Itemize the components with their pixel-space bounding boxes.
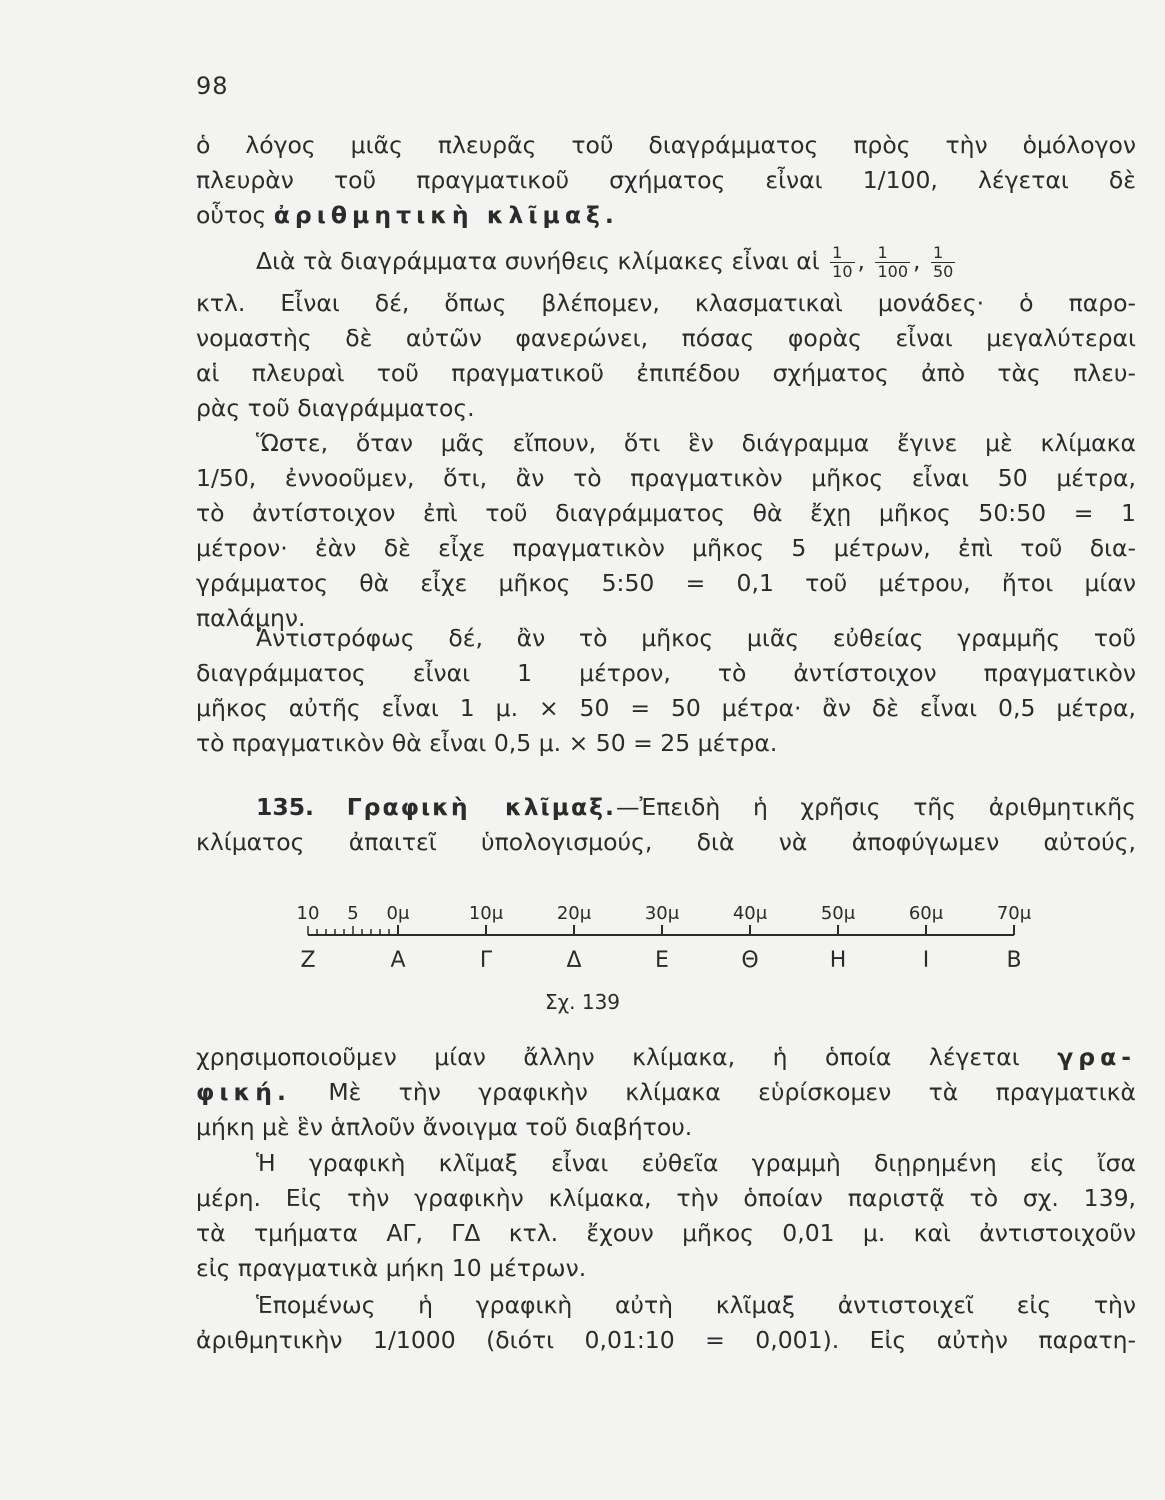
fraction-numerator: 1 — [830, 244, 854, 263]
text-span: οὗτος — [196, 201, 267, 229]
scale-top-label: 30μ — [644, 903, 680, 924]
scale-top-label: 20μ — [556, 903, 592, 924]
scale-top-label: 10 — [296, 903, 320, 924]
scale-point-label: Ε — [655, 948, 669, 973]
text-line: μέτρον· ἐὰν δὲ εἶχε πραγματικὸν μῆκος 5 μέτρων, ἐπὶ τοῦ δια- — [196, 534, 1136, 562]
fraction — [875, 244, 910, 281]
text-line — [196, 1075, 1136, 1110]
text-line: αἱ πλευραὶ τοῦ πραγματικοῦ ἐπιπέδου σχήματος ἀπὸ τὰς πλευ- — [196, 359, 1136, 387]
paragraph-5 — [196, 1040, 1136, 1145]
fraction-numerator: 1 — [875, 244, 910, 263]
text-span: —Ἐπειδὴ ἡ χρῆσις τῆς ἀριθμητικῆς — [615, 793, 1136, 821]
fraction-separator: , — [857, 247, 865, 275]
scale-top-label: 60μ — [908, 903, 944, 924]
text-line: κτλ. Εἶναι δέ, ὅπως βλέπομεν, κλασματικαὶ μονάδες· ὁ παρο- — [196, 289, 1136, 317]
text-line: ρὰς τοῦ διαγράμματος. — [196, 394, 475, 422]
paragraph-2 — [196, 236, 1136, 426]
fraction — [931, 244, 955, 281]
paragraph-4 — [196, 621, 1136, 761]
text-line: 1/50, ἐννοοῦμεν, ὅτι, ἂν τὸ πραγματικὸν μῆκος εἶναι 50 μέτρα, — [196, 464, 1136, 492]
scale-top-label: 50μ — [820, 903, 856, 924]
section-135 — [196, 790, 1136, 860]
text-line: Ἀντιστρόφως δέ, ἂν τὸ μῆκος μιᾶς εὐθείας γραμμῆς τοῦ — [256, 624, 1136, 652]
text-span: Μὲ τὴν γραφικὴν κλίμακα εὑρίσκομεν τὰ πραγματικὰ — [328, 1078, 1136, 1106]
scale-point-label: Ζ — [300, 948, 316, 973]
text-line: κλίματος ἀπαιτεῖ ὑπολογισμούς, διὰ νὰ ἀποφύγωμεν αὐτούς, — [196, 828, 1136, 856]
scale-point-label: Α — [390, 948, 406, 973]
scale-point-label: Β — [1006, 948, 1022, 973]
text-line: Ἑπομένως ἡ γραφικὴ αὐτὴ κλῖμαξ ἀντιστοιχεῖ εἰς τὴν — [256, 1291, 1136, 1319]
paragraph-1 — [196, 128, 1136, 233]
section-number: 135. — [256, 793, 314, 821]
fraction — [830, 244, 854, 281]
text-line — [196, 198, 1136, 233]
figure-caption: Σχ. 139 — [544, 990, 621, 1014]
text-line: τὸ πραγματικὸν θὰ εἶναι 0,5 μ. × 50 = 25 μέτρα. — [196, 729, 778, 757]
text-line — [196, 1040, 1136, 1075]
scale-top-label: 40μ — [732, 903, 768, 924]
text-line — [196, 236, 1136, 286]
fraction-numerator: 1 — [931, 244, 955, 263]
scale-point-label: Δ — [566, 948, 582, 973]
text-span: Διὰ τὰ διαγράμματα συνήθεις κλίμακες εἶναι αἱ — [256, 247, 820, 275]
text-line: διαγράμματος εἶναι 1 μέτρον, τὸ ἀντίστοιχον πραγματικὸν — [196, 659, 1136, 687]
section-heading-line — [196, 790, 1136, 825]
text-span: χρησιμοποιοῦμεν μίαν ἄλλην κλίμακα, ἡ ὁποία λέγεται — [196, 1043, 1020, 1071]
term-graphic-cont: φική. — [196, 1078, 291, 1106]
text-line: Ὥστε, ὅταν μᾶς εἴπουν, ὅτι ἓν διάγραμμα ἔγινε μὲ κλίμακα — [256, 429, 1136, 457]
paragraph-7 — [196, 1288, 1136, 1358]
text-line: τὸ ἀντίστοιχον ἐπὶ τοῦ διαγράμματος θὰ ἔχῃ μῆκος 50:50 = 1 — [196, 499, 1136, 527]
text-line: Ἡ γραφικὴ κλῖμαξ εἶναι εὐθεῖα γραμμὴ διῃρημένη εἰς ἴσα — [256, 1149, 1136, 1177]
page-number: 98 — [196, 72, 229, 100]
text-line: εἰς πραγματικὰ μήκη 10 μέτρων. — [196, 1254, 587, 1282]
fraction-denominator: 50 — [932, 262, 954, 281]
text-line: μέρη. Εἰς τὴν γραφικὴν κλίμακα, τὴν ὁποίαν παριστᾷ τὸ σχ. 139, — [196, 1184, 1136, 1212]
text-line: ὁ λόγος μιᾶς πλευρᾶς τοῦ διαγράμματος πρὸς τὴν ὁμόλογον — [196, 131, 1136, 159]
scale-top-label: 5 — [347, 903, 359, 924]
text-line: πλευρὰν τοῦ πραγματικοῦ σχήματος εἶναι 1/100, λέγεται δὲ — [196, 166, 1136, 194]
text-line: ἀριθμητικὴν 1/1000 (διότι 0,01:10 = 0,001). Εἰς αὐτὴν παρατη- — [196, 1326, 1136, 1354]
fraction-separator: , — [913, 247, 921, 275]
scale-point-label: Γ — [479, 948, 493, 973]
text-line: γράμματος θὰ εἶχε μῆκος 5:50 = 0,1 τοῦ μέτρου, ἤτοι μίαν — [196, 569, 1136, 597]
fraction-denominator: 10 — [832, 262, 853, 281]
scale-point-label: Ι — [922, 948, 930, 973]
scale-point-label: Η — [829, 948, 847, 973]
paragraph-6 — [196, 1146, 1136, 1286]
scale-top-label: 10μ — [468, 903, 504, 924]
scale-top-label: 70μ — [996, 903, 1032, 924]
text-line: παλάμην. — [196, 604, 306, 632]
paragraph-3 — [196, 426, 1136, 636]
scale-top-label: 0μ — [386, 903, 410, 924]
text-line: μῆκος αὐτῆς εἶναι 1 μ. × 50 = 50 μέτρα· ἂν δὲ εἶναι 0,5 μέτρα, — [196, 694, 1136, 722]
section-heading: Γραφικὴ κλῖμαξ. — [346, 793, 616, 821]
term-graphic: γρα- — [1057, 1043, 1136, 1071]
text-line: νομαστὴς δὲ αὐτῶν φανερώνει, πόσας φορὰς εἶναι μεγαλύτεραι — [196, 324, 1136, 352]
fraction-denominator: 100 — [877, 262, 909, 281]
text-line: τὰ τμήματα ΑΓ, ΓΔ κτλ. ἔχουν μῆκος 0,01 μ. καὶ ἀντιστοιχοῦν — [196, 1219, 1136, 1247]
scale-point-label: Θ — [741, 948, 759, 973]
term-arithmetic-scale: ἀριθμητικὴ κλῖμαξ. — [273, 201, 619, 229]
text-line: μήκη μὲ ἓν ἁπλοῦν ἄνοιγμα τοῦ διαβήτου. — [196, 1113, 693, 1141]
graphic-scale — [297, 903, 1032, 973]
